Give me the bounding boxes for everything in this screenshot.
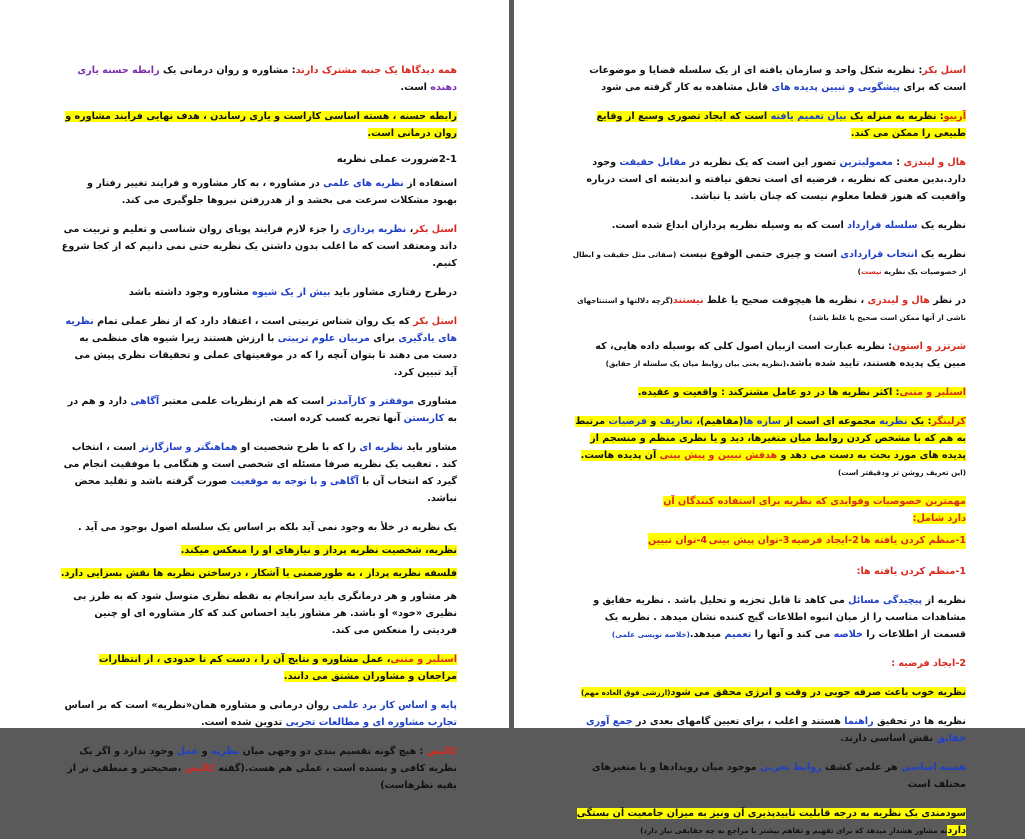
paragraph: استفاده از نظریه های علمی در مشاوره ، به کار مشاوره و فرایند تغییر رفتار و بهبود مشکلات سرعت می بخشد و از هدررفتن نیروها جلوگیری می کند. [87, 178, 457, 206]
list-item: 3-توان پیش بینی [708, 535, 790, 546]
document-page-right [514, 0, 1025, 836]
paragraph: مهمترین خصوصیات وفوایدی که نظریه برای استفاده کنندگان آن دارد شامل: [663, 496, 966, 524]
paragraph: هال و لیندزی : معمولیترین تصور این است که یک نظریه در مقابل حقیقت وجود دارد.بدین معنی که نظریه ، فرضیه ای است تحقق نیافته و اندیشه ای است درباره واقعیت که هنوز قطعا معلوم نیست که چنان باشد یا نباشد. [586, 157, 966, 202]
list-item: 4-توان تبیین [648, 535, 708, 546]
document-page-left [0, 0, 509, 791]
paragraph: رابطه حسنه ، هسته اساسی کاراست و یاری رساندن ، هدف نهایی فرایند مشاوره و روان درمانی است. [65, 111, 457, 139]
paragraph: هسته اساسی هر علمی کشف روابط تجربی موجود میان رویدادها و یا متغیرهای مختلف است [591, 762, 966, 790]
paragraph: هر مشاور و هر درمانگری باید سرانجام به نقطه نظری متوسل شود که به طرز بی نظیری «خود» او باشد. هر مشاور باید احساس کند که کار مشاوره ای او چنین فردیتی را منعکس می کند. [73, 591, 457, 636]
paragraph: یک نظریه در خلأ به وجود نمی آید بلکه بر اساس یک سلسله اصول بوجود می آید . [77, 522, 457, 533]
section-heading: 2-ایجاد فرضیه : [891, 658, 966, 669]
paragraph: آرییو: نظریه به منزله یک بیان تعمیم یافته است که ایجاد تصوری وسیع از وقایع طبیعی را ممکن می کند. [596, 111, 966, 139]
paragraph: نظریه از پیچیدگی مسائل می کاهد تا قابل تجزیه و تحلیل باشد . نظریه حقایق و مشاهدات مناسب را از میان انبوه اطلاعات گیج کننده نشان میدهد . نظریه یک قسمت از اطلاعات را خلاصه می کند و آنها را تعمیم میدهد.(خلاصه نویسی علمی) [593, 595, 966, 640]
paragraph: نظریه یک سلسله قرارداد است که به وسیله نظریه پردازان ابداع شده است. [611, 220, 966, 231]
paragraph: نظریه ها در تحقیق راهنما هستند و اغلب ، برای تعیین گامهای بعدی در جمع آوری حقایق نقش اساسی دارند. [585, 716, 966, 744]
paragraph: نظریه خوب باعث صرفه جویی در وقت و انرژی محقق می شود(ارزشی فوق العاده مهم) [580, 687, 966, 698]
paragraph: همه دیدگاها یک جنبه مشترک دارند: مشاوره و روان درمانی یک رابطه حسنه یاری دهنده است. [77, 65, 457, 93]
paragraph: اسنل بکر که یک روان شناس تربیتی است ، اعتقاد دارد که از نظر عملی تمام نظریه های یادگیری برای مربیان علوم تربیتی با ارزش هستند زیرا شیوه های منظمی به دست می دهند تا بتوان آنچه را که در موقعیتهای عملی و تحقیقات نظری پیش می آید تبیین کرد. [65, 316, 457, 378]
paragraph: اسنل بکر، نظریه پردازی را جزء لازم فرایند پویای روان شناسی و تعلیم و تربیت می داند ومعتقد است که ما اغلب بدون داشتن یک نظریه حتی نمی دانیم که از کجا شروع کنیم. [61, 224, 457, 269]
list-item: 1-منظم کردن یافته ها [860, 535, 966, 546]
paragraph: شرتزر و استون: نظریه عبارت است ازبیان اصول کلی که بوسیله داده هایی، که مبین یک پدیده هستند، تایید شده باشد.(نظریه یعنی بیان روابط میان یک سلسله از حقایق) [595, 341, 966, 369]
paragraph: فلسفه نظریه پرداز ، به طورضمنی یا آشکار ، درساختن نظریه ها نقش بسزایی دارد. [60, 568, 457, 579]
paragraph: نظریه، شخصیت نظریه پرداز و نیازهای او را منعکس میکند. [180, 545, 457, 556]
uses-list [648, 533, 966, 549]
section-heading: 2-1ضرورت عملی نظریه [336, 154, 457, 165]
section-heading: 1-منظم کردن یافته ها: [856, 566, 966, 577]
paragraph: سودمندی یک نظریه به درجه قابلیت تاییدپذیری آن ونیز به میزان جامعیت آن بستگی داردبه مشاور هشدار میدهد که برای تفهیم و تفاهم بیشتر با مراجع به چه حقایقی نیاز دارد) [576, 808, 966, 836]
paragraph: درطرح رفتاری مشاور باید بیش از یک شیوه مشاوره وجود داشته باشد [128, 287, 457, 298]
paragraph: اسنلبر و متنی، عمل مشاوره و نتایج آن را ، دست کم تا حدودی ، از انتظارات مراجعان و مشاوران مشتق می دانند. [98, 654, 457, 682]
paragraph: کالیس : هیچ گونه تقسیم بندی دو وجهی میان نظریه و عمل وجود ندارد و اگر یک نظریه کافی و بسنده است ، عملی هم هست.(گفته کالیس ،صحیحتر و منطقی تر از بقیه نظرهاست) [67, 746, 457, 791]
paragraph: اسنل بکر: نظریه شکل واحد و سازمان یافته ای از یک سلسله قضایا و موضوعات است که برای پیشگویی و تبیین پدیده های قابل مشاهده به کار گرفته می شود [589, 65, 966, 93]
paragraph: پایه و اساس کار برد علمی روان درمانی و مشاوره همان«نظریه» است که بر اساس تجارب مشاوره ای و مطالعات تجربی تدوین شده است. [64, 700, 457, 728]
paragraph: در نظر هال و لیندزی ، نظریه ها هیچوقت صحیح یا غلط نیستند(گرچه دلالتها و استنتاجهای ناشی از آنها ممکن است صحیح یا غلط باشد) [577, 295, 966, 322]
paragraph: مشاوری موفقتر و کارآمدتر است که هم ازنظریات علمی معتبر آگاهی دارد و هم در به کاربستن آنها تجربه کسب کرده است. [67, 396, 457, 424]
paragraph: اسنلبر و متنی: اکثر نظریه ها در دو عامل مشترکند : واقعیت و عقیده. [637, 387, 966, 398]
paragraph: کرلینگر: یک نظریه مجموعه ای است از سازه ها(مفاهیم)، تعاریف و فرضیات مرتبط به هم که با مشخص کردن روابط میان متغیرها، دید و یا نظری منظم و منسجم از پدیده های مورد بحث به دست می دهد و هدفش تبیین و پیش بینی آن پدیده هاست.(این تعریف روشن تر ودقیقتر است) [575, 416, 966, 477]
paragraph: نظریه یک انتخاب قراردادی است و چیزی حتمی الوقوع نیست (صفاتی مثل حقیقت و ابطال از خصوصیات یک نظریه نیست) [572, 249, 966, 276]
paragraph: مشاور باید نظریه ای را که با طرح شخصیت او هماهنگتر و سازگارتر است ، انتخاب کند . تعقیب یک نظریه صرفا مسئله ای شخصی است و هنگامی با موفقیت انجام می گیرد که انتخاب آن با آگاهی و با توجه به موقعیت صورت گرفته باشد و تقلید محض نباشد. [63, 442, 457, 504]
list-item: 2-ایجاد فرضیه [791, 535, 859, 546]
